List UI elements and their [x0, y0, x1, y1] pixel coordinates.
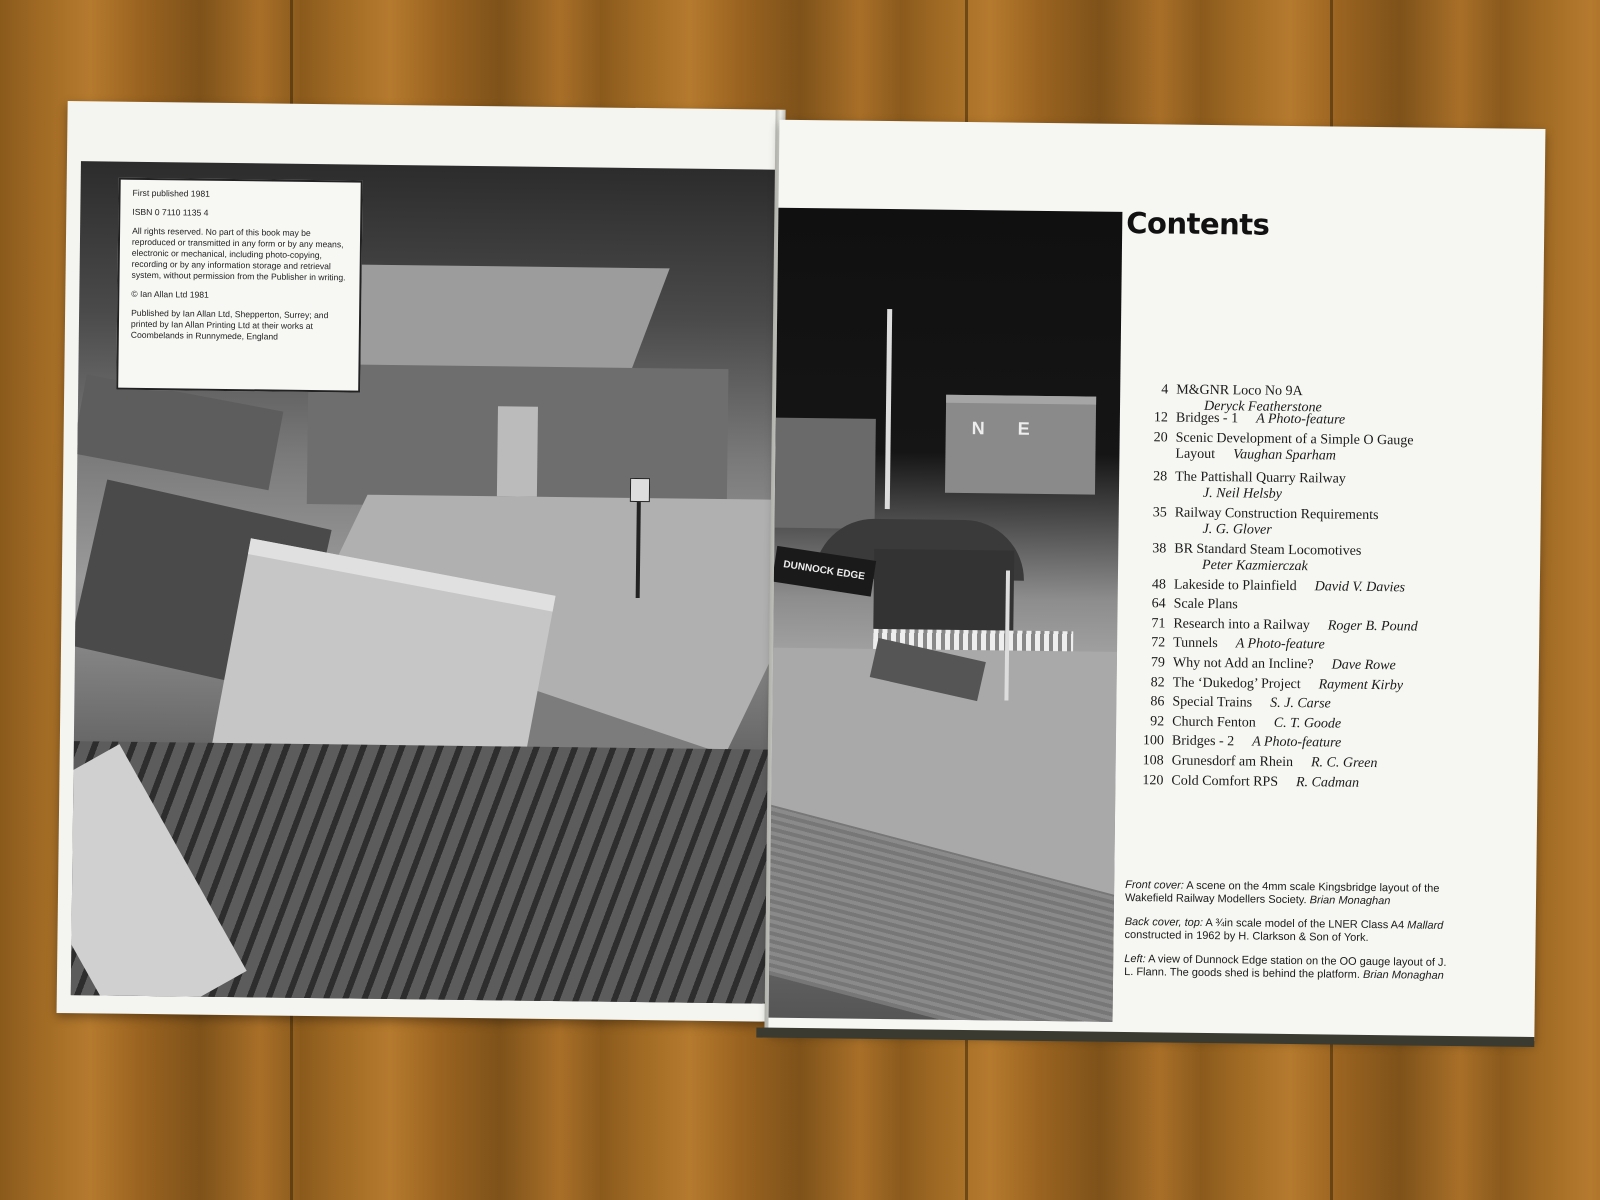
telegraph-pole: [885, 309, 892, 509]
publisher-info: Published by Ian Allan Ltd, Shepperton, Surrey; and printed by Ian Allan Printing Ltd at their works at Coombelands in Runnymede, England: [130, 307, 329, 342]
toc-title: Bridges - 2: [1171, 733, 1235, 750]
toc-author: R. Cadman: [1295, 774, 1360, 791]
toc-text: [1175, 469, 1346, 503]
right-page: [768, 120, 1545, 1041]
toc-title: Grunesdorf am Rhein: [1171, 753, 1294, 770]
left-photo-caption: Left: A view of Dunnock Edge station on the OO gauge layout of J. L. Flann. The goods shed is behind the platform. Brian Monaghan: [1124, 952, 1447, 982]
toc-page-number: 100: [1142, 733, 1165, 749]
toc-title: Railway Construction Requirements: [1174, 505, 1379, 523]
toc-text: [1172, 734, 1341, 752]
toc-text: [1174, 597, 1238, 614]
toc-title: Church Fenton: [1172, 714, 1256, 731]
toc-text: [1172, 753, 1378, 772]
station-name-board: DUNNOCK EDGE: [772, 546, 876, 597]
toc-page-number: 79: [1150, 655, 1165, 671]
left-page: [57, 101, 780, 1022]
toc-page-number: 64: [1151, 596, 1166, 612]
toc-text: [1171, 773, 1359, 791]
toc-text: [1173, 616, 1417, 635]
toc-title: The ‘Dukedog’ Project: [1172, 675, 1301, 692]
toc-author: Dave Rowe: [1331, 657, 1396, 674]
first-published: First published 1981: [132, 187, 211, 199]
toc-title: Special Trains: [1172, 694, 1253, 711]
wagon-ne: [945, 395, 1096, 495]
toc-text: [1172, 695, 1331, 713]
toc-page-number: 82: [1150, 674, 1165, 691]
shed-door: [497, 406, 538, 496]
toc-author: Deryck Featherstone: [1203, 398, 1322, 416]
toc-title: Research into a Railway: [1173, 616, 1310, 634]
copyright: © Ian Allan Ltd 1981: [131, 288, 209, 300]
toc-title: Lakeside to Plainfield: [1173, 577, 1297, 594]
toc-text: [1176, 411, 1345, 429]
toc-author: A Photo-feature: [1235, 636, 1325, 653]
toc-text: [1172, 714, 1341, 732]
toc-title: Scenic Development of a Simple O Gauge: [1175, 430, 1414, 449]
toc-entry: [1134, 541, 1534, 582]
toc-text: [1174, 505, 1378, 539]
toc-page-number: 48: [1151, 576, 1166, 593]
toc-page-number: 4: [1161, 382, 1169, 398]
van-body: [873, 549, 1014, 641]
contents-heading: Contents: [1126, 205, 1270, 242]
rights-notice: All rights reserved. No part of this book may be reproduced or transmitted in any form or by any means, electronic or mechanical, including photo-copying, recording or by any information storage and retrieval system, without permission from the Publisher in writing.: [131, 225, 346, 283]
toc-text: [1173, 675, 1404, 694]
station-hut: [775, 418, 876, 529]
toc-author: A Photo-feature: [1252, 734, 1342, 751]
toc-title: Cold Comfort RPS: [1171, 773, 1279, 790]
toc-author: David V. Davies: [1314, 578, 1406, 595]
lamp-head: [630, 478, 650, 502]
toc-page-number: 120: [1142, 772, 1164, 788]
toc-title-line2: [1175, 446, 1413, 465]
toc-title: Tunnels: [1173, 635, 1218, 652]
toc-title: Why not Add an Incline?: [1172, 655, 1314, 673]
photo-captions: [1124, 879, 1455, 994]
toc-page-number: 28: [1153, 468, 1168, 485]
open-book: [56, 101, 1545, 1041]
toc-page-number: 12: [1153, 410, 1168, 426]
toc-entry: [1134, 505, 1534, 546]
toc-page-number: 35: [1152, 504, 1167, 521]
toc-text: [1175, 430, 1413, 465]
toc-text: [1173, 656, 1396, 675]
coach: [72, 375, 283, 491]
front-cover-caption: Front cover: A scene on the 4mm scale Kingsbridge layout of the Wakefield Railway Modellers Society. Brian Monaghan: [1124, 878, 1440, 908]
toc-author: Vaughan Sparham: [1233, 446, 1337, 464]
toc-page-number: 71: [1151, 616, 1166, 632]
toc-text: [1174, 577, 1405, 596]
wagon-letters: N E: [971, 418, 1044, 439]
toc-author: Roger B. Pound: [1327, 618, 1418, 635]
toc-title: Scale Plans: [1173, 596, 1238, 613]
toc-title: BR Standard Steam Locomotives: [1174, 541, 1362, 559]
back-cover-caption: Back cover, top: A ¾in scale model of the LNER Class A4 Mallard constructed in 1962 by H. Clarkson & Son of York.: [1124, 915, 1444, 944]
toc-title-continuation: Layout: [1175, 446, 1216, 462]
toc-author: C. T. Goode: [1273, 715, 1342, 732]
toc-title: Bridges - 1: [1175, 410, 1239, 427]
toc-author: J. G. Glover: [1202, 521, 1272, 538]
toc-text: [1174, 541, 1361, 575]
toc-author: Rayment Kirby: [1318, 676, 1404, 693]
toc-title: The Pattishall Quarry Railway: [1175, 469, 1346, 487]
toc-entry: [1135, 430, 1535, 474]
imprint-box: [116, 178, 363, 393]
toc-author: S. J. Carse: [1270, 695, 1331, 712]
toc-title: M&GNR Loco No 9A: [1176, 382, 1303, 400]
isbn: ISBN 0 7110 1135 4: [132, 206, 209, 218]
toc-page-number: 108: [1142, 753, 1164, 769]
toc-entry: [1135, 469, 1535, 510]
toc-author: A Photo-feature: [1256, 411, 1346, 428]
toc-page-number: 38: [1152, 540, 1167, 557]
toc-author: J. Neil Helsby: [1202, 485, 1282, 502]
toc-text: [1173, 636, 1325, 654]
toc-author: R. C. Green: [1310, 755, 1378, 771]
toc-page-number: 86: [1150, 694, 1165, 710]
toc-page-number: 92: [1150, 714, 1165, 730]
railway-photo-right: [769, 208, 1123, 1022]
toc-page-number: 72: [1151, 635, 1166, 651]
toc-entry: [1131, 773, 1531, 797]
toc-page-number: 20: [1153, 429, 1168, 446]
toc-author: Peter Kazmierczak: [1202, 557, 1308, 574]
table-of-contents: [1131, 382, 1536, 797]
